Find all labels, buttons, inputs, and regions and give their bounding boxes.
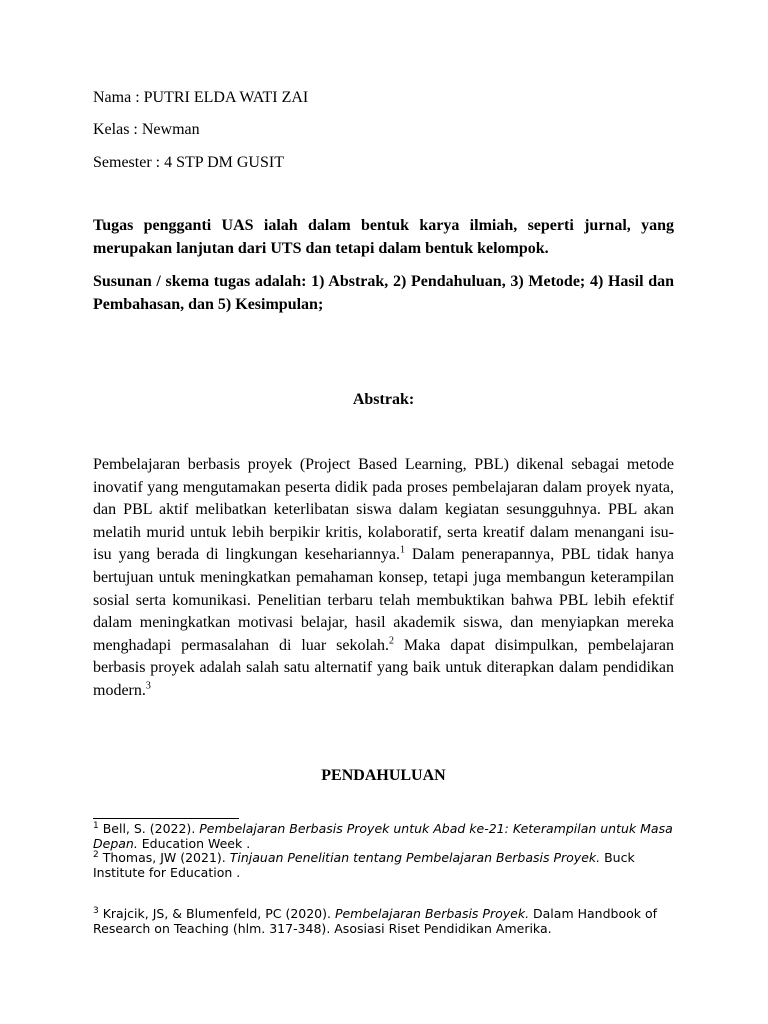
- footnote-mark: 2: [93, 849, 99, 860]
- abstract-paragraph: [93, 454, 674, 703]
- footnote-1: [93, 822, 674, 851]
- footnote-2: [93, 851, 674, 880]
- footnote-source: Education Week .: [137, 835, 251, 851]
- footnote-title: Pembelajaran Berbasis Proyek untuk Abad ke-21: Keterampilan untuk Masa Depan.: [93, 821, 673, 851]
- assignment-instruction: Tugas pengganti UAS ialah dalam bentuk karya ilmiah, seperti jurnal, yang merupakan lanjutan dari UTS dan tetapi dalam bentuk kelompok.: [93, 217, 674, 257]
- abstract-text-part1: Pembelajaran berbasis proyek (Project Based Learning, PBL) dikenal sebagai metode inovatif yang mengutamakan peserta didik pada proses pembelajaran dalam proyek nyata, dan PBL aktif melibatkan keterlibatan siswa dalam kegiatan sesungguhnya. PBL akan melatih murid untuk lebih berpikir kritis, kolaboratif, serta kreatif dalam menangani isu-isu yang berada di lingkungan kesehariannya.: [93, 456, 674, 564]
- abstract-text-part3: Maka dapat disimpulkan, pembelajaran berbasis proyek adalah salah satu alternatif yang baik untuk diterapkan dalam pendidikan modern.: [93, 636, 675, 699]
- footnote-title: Pembelajaran Berbasis Proyek.: [334, 906, 530, 921]
- footnote-separator: [93, 818, 239, 819]
- document-page: [93, 0, 674, 1024]
- assignment-structure: Susunan / skema tugas adalah: 1) Abstrak, 2) Pendahuluan, 3) Metode; 4) Hasil dan Pembahasan, dan 5) Kesimpulan;: [93, 273, 674, 313]
- footnote-mark: 3: [93, 905, 99, 916]
- footnote-author: Thomas, JW (2021).: [98, 850, 230, 865]
- footnote-author: Krajcik, JS, & Blumenfeld, PC (2020).: [98, 906, 335, 921]
- footnote-ref-1[interactable]: 1: [399, 545, 405, 557]
- abstract-text-part2: Dalam penerapannya, PBL tidak hanya bertujuan untuk meningkatkan pemahaman konsep, tetapi juga membangun keterampilan sosial serta komunikasi. Penelitian terbaru telah membuktikan bahwa PBL lebih efektif dalam meningkatkan motivasi belajar, hasil akademik siswa, dan menyiapkan mereka menghadapi permasalahan di luar sekolah.: [93, 546, 674, 654]
- section-heading: PENDAHULUAN: [321, 767, 446, 784]
- footnote-source: Dalam Handbook of Research on Teaching (hlm. 317-348). Asosiasi Riset Pendidikan Amerika.: [93, 906, 657, 936]
- footnote-3: [93, 907, 674, 936]
- footnote-title: Tinjauan Penelitian tentang Pembelajaran Berbasis Proyek.: [229, 850, 601, 865]
- footnote-author: Bell, S. (2022).: [98, 821, 200, 836]
- footnote-ref-3[interactable]: 3: [145, 680, 151, 692]
- student-semester: Semester : 4 STP DM GUSIT: [93, 154, 284, 171]
- footnote-ref-2[interactable]: 2: [389, 635, 394, 647]
- abstract-heading: Abstrak:: [352, 391, 415, 408]
- student-class: Kelas : Newman: [93, 121, 200, 138]
- footnote-mark: 1: [93, 820, 99, 831]
- footnote-source: Buck Institute for Education .: [93, 850, 635, 880]
- student-name: Nama : PUTRI ELDA WATI ZAI: [93, 89, 309, 106]
